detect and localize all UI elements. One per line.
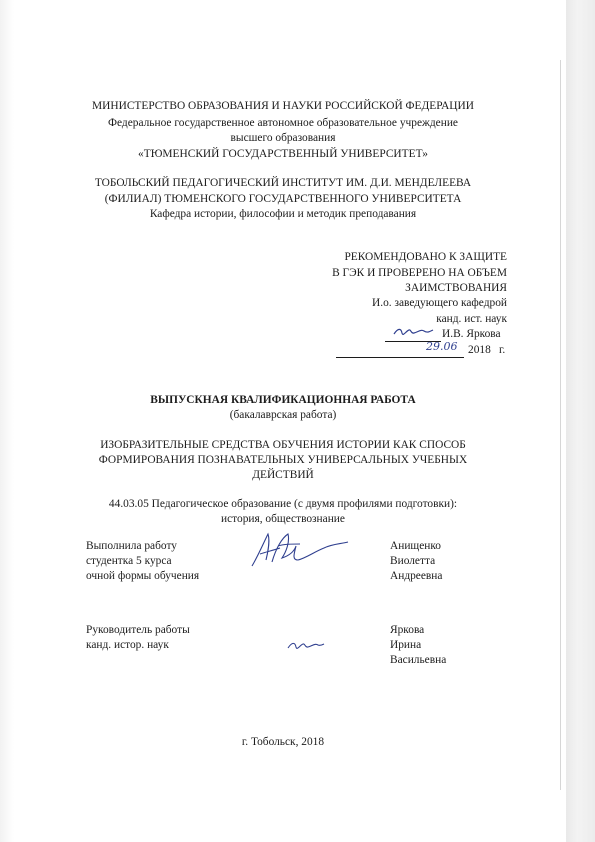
institute-line-1: ТОБОЛЬСКИЙ ПЕДАГОГИЧЕСКИЙ ИНСТИТУТ ИМ. Д.И. МЕНДЕЛЕЕВА [94, 177, 472, 189]
approval-degree: канд. ист. наук [436, 313, 507, 325]
supervisor-label-2: канд. истор. наук [86, 639, 169, 651]
student-name-3: Андреевна [390, 570, 443, 582]
student-label-2: студентка 5 курса [86, 555, 172, 567]
department-line: Кафедра истории, философии и методик преподавания [149, 208, 417, 220]
approval-line-1: РЕКОМЕНДОВАНО К ЗАЩИТЕ [344, 251, 507, 263]
supervisor-name-3: Васильевна [390, 654, 447, 666]
university-name: «ТЮМЕНСКИЙ ГОСУДАРСТВЕННЫЙ УНИВЕРСИТЕТ» [138, 148, 428, 160]
work-title: ВЫПУСКНАЯ КВАЛИФИКАЦИОННАЯ РАБОТА [150, 394, 416, 406]
topic-line-1: ИЗОБРАЗИТЕЛЬНЫЕ СРЕДСТВА ОБУЧЕНИЯ ИСТОРИИ КАК СПОСОБ [100, 439, 466, 451]
supervisor-signature-icon [286, 636, 326, 654]
page-edge-line [560, 60, 561, 790]
handwritten-date: 29.06 [426, 340, 458, 353]
student-signature-icon [238, 526, 354, 574]
student-label-3: очной формы обучения [86, 570, 200, 582]
approval-year-suffix: г. [499, 344, 506, 356]
approval-position: И.о. заведующего кафедрой [372, 297, 507, 309]
student-name-1: Анищенко [390, 540, 441, 552]
institution-type-line-1: Федеральное государственное автономное образовательное учреждение [108, 117, 458, 129]
topic-line-2: ФОРМИРОВАНИЯ ПОЗНАВАТЕЛЬНЫХ УНИВЕРСАЛЬНЫХ УЧЕБНЫХ [98, 454, 468, 466]
work-subtitle: (бакалаврская работа) [229, 409, 337, 421]
student-name-2: Виолетта [390, 555, 436, 567]
supervisor-name-2: Ирина [390, 639, 422, 651]
supervisor-label-1: Руководитель работы [86, 624, 190, 636]
signature-mark-icon [392, 322, 436, 340]
institute-line-2: (ФИЛИАЛ) ТЮМЕНСКОГО ГОСУДАРСТВЕННОГО УНИВЕРСИТЕТА [104, 193, 462, 205]
approval-line-2: В ГЭК И ПРОВЕРЕНО НА ОБЪЕМ [332, 267, 507, 279]
program-line-1: 44.03.05 Педагогическое образование (с двумя профилями подготовки): [108, 498, 458, 510]
supervisor-name-1: Яркова [390, 624, 425, 636]
institution-type-line-2: высшего образования [230, 132, 336, 144]
ministry-line: МИНИСТЕРСТВО ОБРАЗОВАНИЯ И НАУКИ РОССИЙСКОЙ ФЕДЕРАЦИИ [92, 100, 474, 112]
scan-right-edge [566, 0, 595, 842]
approval-line-3: ЗАИМСТВОВАНИЯ [405, 282, 507, 294]
student-label-1: Выполнила работу [86, 540, 177, 552]
city-year: г. Тобольск, 2018 [241, 736, 325, 748]
approval-year: 2018 [468, 344, 491, 356]
topic-line-3: ДЕЙСТВИЙ [252, 469, 314, 481]
approval-signer: И.В. Яркова [442, 328, 501, 340]
program-line-2: история, обществознание [221, 513, 345, 525]
